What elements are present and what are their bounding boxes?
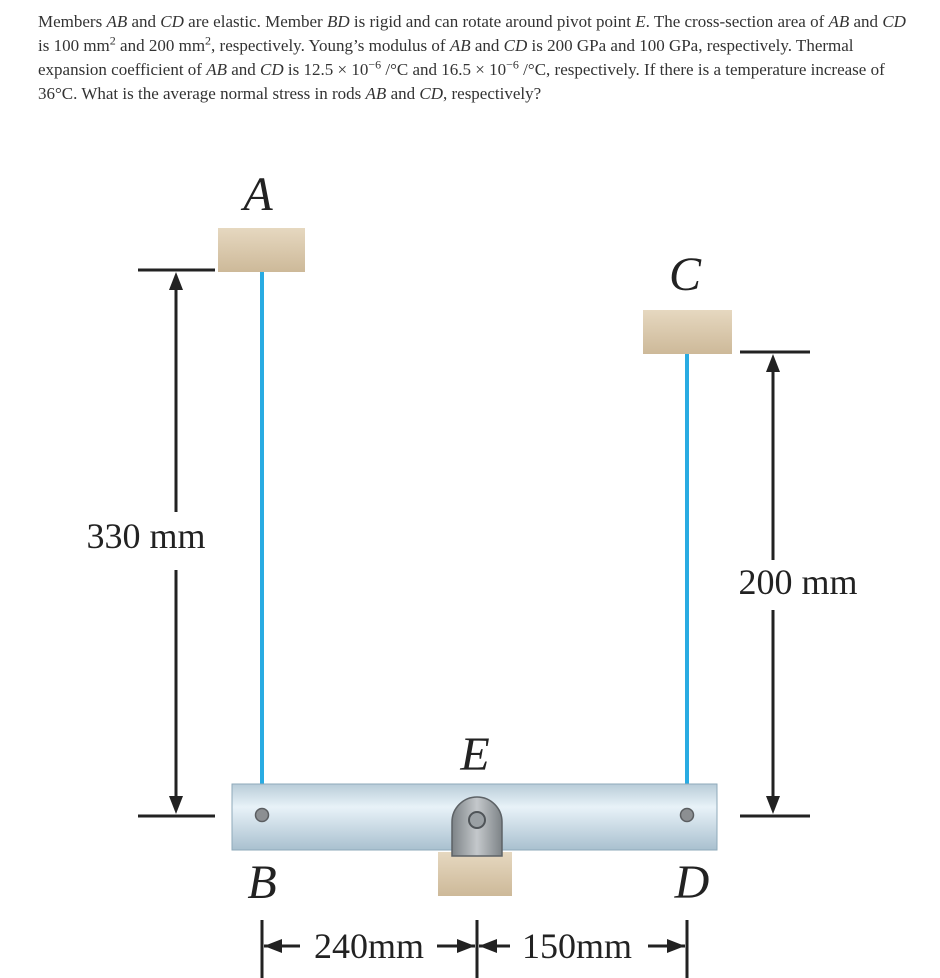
dimension-ed-arrow-right [667,939,685,953]
pivot-base [438,852,512,896]
dimension-cd-arrow-bottom [766,796,780,814]
problem-statement: Members AB and CD are elastic. Member BD is rigid and can rotate around pivot point E. The cross-section area of AB and CD is 100 $mm^2$ and 200 $mm^2$, respectively. Young’s modulus of AB and CD is 200 GPa and 100 GPa, respectively. Thermal expansion coefficient of AB and CD is $12.5 \times 10^{-6}$ /°C and $16.5 \times 10^{-6}$ /°C, respectively. If there is a temperature increase of 36°C. What is the average normal stress in rods AB and CD, respectively? [38,12,906,103]
dimension-be-arrow-left [264,939,282,953]
support-c [643,310,732,354]
pivot-e-pin [469,812,485,828]
dimension-ed-label: 150mm [521,926,633,966]
label-c: C [668,248,702,301]
dimension-be-arrow-right [457,939,475,953]
support-a [218,228,305,272]
dimension-be-label: 240mm [313,926,425,966]
dimension-ab-label: 330 mm [86,516,206,556]
dimension-ab-arrow-top [169,272,183,290]
label-b: B [247,856,277,909]
dimension-ed-arrow-left [479,939,497,953]
label-e: E [460,728,490,781]
label-d: D [674,856,710,909]
dimension-cd-label: 200 mm [738,562,858,602]
pin-b [256,809,269,822]
pin-d [681,809,694,822]
dimension-cd-arrow-top [766,354,780,372]
label-a: A [243,168,273,221]
dimension-ab-arrow-bottom [169,796,183,814]
